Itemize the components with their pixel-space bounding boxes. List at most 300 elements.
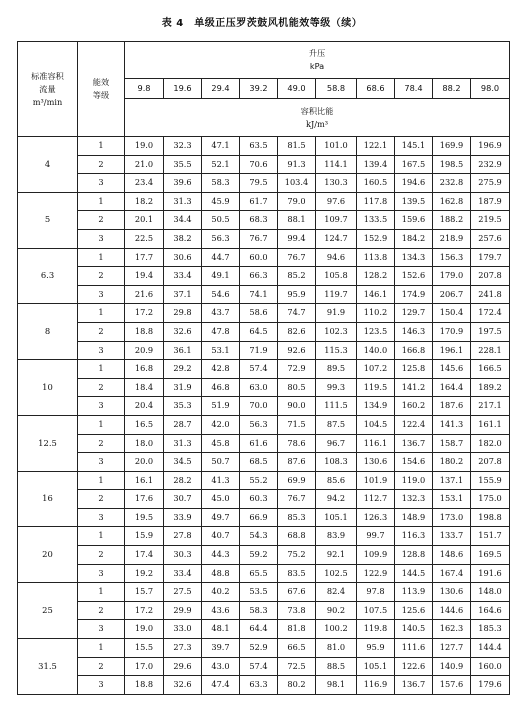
specific-energy-cell: 32.3 — [164, 137, 202, 156]
table-row — [18, 639, 510, 658]
specific-energy-cell: 54.6 — [202, 285, 240, 304]
specific-energy-cell: 130.6 — [357, 453, 395, 472]
specific-energy-cell: 140.5 — [395, 620, 433, 639]
specific-energy-cell: 152.6 — [395, 267, 433, 286]
specific-energy-cell: 50.7 — [202, 453, 240, 472]
pressure-value-header: 78.4 — [395, 79, 433, 99]
specific-energy-cell: 169.9 — [433, 137, 471, 156]
specific-energy-cell: 105.1 — [357, 657, 395, 676]
specific-energy-cell: 71.5 — [278, 415, 316, 434]
specific-energy-cell: 18.8 — [125, 676, 164, 695]
efficiency-level-cell: 2 — [78, 322, 125, 341]
specific-energy-cell: 87.6 — [278, 453, 316, 472]
specific-energy-cell: 88.1 — [278, 211, 316, 230]
specific-energy-cell: 81.5 — [278, 137, 316, 156]
specific-energy-cell: 65.5 — [240, 564, 278, 583]
specific-energy-cell: 148.6 — [433, 546, 471, 565]
specific-energy-cell: 115.3 — [316, 341, 357, 360]
specific-energy-cell: 48.1 — [202, 620, 240, 639]
specific-energy-cell: 70.0 — [240, 397, 278, 416]
specific-energy-cell: 198.8 — [471, 508, 510, 527]
table-row — [18, 564, 510, 583]
specific-energy-cell: 103.4 — [278, 174, 316, 193]
specific-energy-cell: 34.4 — [164, 211, 202, 230]
specific-energy-cell: 42.8 — [202, 360, 240, 379]
specific-energy-cell: 17.6 — [125, 490, 164, 509]
specific-energy-cell: 17.7 — [125, 248, 164, 267]
specific-energy-cell: 32.6 — [164, 676, 202, 695]
pressure-value-header: 49.0 — [278, 79, 316, 99]
specific-energy-cell: 41.3 — [202, 471, 240, 490]
specific-energy-cell: 125.6 — [395, 601, 433, 620]
table-row — [18, 211, 510, 230]
specific-energy-cell: 79.0 — [278, 192, 316, 211]
specific-energy-cell: 32.6 — [164, 322, 202, 341]
specific-energy-cell: 18.8 — [125, 322, 164, 341]
specific-energy-cell: 57.4 — [240, 360, 278, 379]
specific-energy-cell: 17.4 — [125, 546, 164, 565]
specific-energy-cell: 40.2 — [202, 583, 240, 602]
specific-energy-cell: 67.6 — [278, 583, 316, 602]
pressure-value-header: 9.8 — [125, 79, 164, 99]
efficiency-level-cell: 1 — [78, 192, 125, 211]
specific-energy-cell: 102.5 — [316, 564, 357, 583]
pressure-value-header: 19.6 — [164, 79, 202, 99]
specific-energy-cell: 76.7 — [240, 229, 278, 248]
table-body — [18, 137, 510, 695]
specific-energy-cell: 81.0 — [316, 639, 357, 658]
specific-energy-cell: 22.5 — [125, 229, 164, 248]
specific-energy-cell: 16.5 — [125, 415, 164, 434]
specific-energy-cell: 57.4 — [240, 657, 278, 676]
specific-energy-cell: 52.9 — [240, 639, 278, 658]
flow-rate-cell: 16 — [18, 471, 78, 527]
specific-energy-cell: 136.7 — [395, 434, 433, 453]
table-row — [18, 620, 510, 639]
specific-energy-cell: 111.5 — [316, 397, 357, 416]
efficiency-level-cell: 1 — [78, 415, 125, 434]
level-header-line2: 等级 — [92, 90, 110, 100]
specific-energy-cell: 188.2 — [433, 211, 471, 230]
specific-energy-cell: 144.5 — [395, 564, 433, 583]
specific-energy-cell: 124.7 — [316, 229, 357, 248]
level-header — [78, 42, 125, 137]
specific-energy-header-line1: 容积比能 — [300, 105, 334, 116]
specific-energy-cell: 132.3 — [395, 490, 433, 509]
specific-energy-cell: 76.7 — [278, 248, 316, 267]
specific-energy-cell: 126.3 — [357, 508, 395, 527]
specific-energy-cell: 80.2 — [278, 676, 316, 695]
pressure-value-header: 58.8 — [316, 79, 357, 99]
specific-energy-cell: 97.6 — [316, 192, 357, 211]
efficiency-level-cell: 3 — [78, 453, 125, 472]
specific-energy-cell: 82.6 — [278, 322, 316, 341]
specific-energy-cell: 173.0 — [433, 508, 471, 527]
specific-energy-cell: 31.9 — [164, 378, 202, 397]
efficiency-level-cell: 1 — [78, 583, 125, 602]
specific-energy-cell: 27.5 — [164, 583, 202, 602]
specific-energy-cell: 58.3 — [202, 174, 240, 193]
table-row — [18, 155, 510, 174]
specific-energy-cell: 19.4 — [125, 267, 164, 286]
specific-energy-cell: 102.3 — [316, 322, 357, 341]
specific-energy-cell: 66.3 — [240, 267, 278, 286]
specific-energy-cell: 20.0 — [125, 453, 164, 472]
specific-energy-cell: 74.7 — [278, 304, 316, 323]
specific-energy-cell: 46.8 — [202, 378, 240, 397]
specific-energy-cell: 92.6 — [278, 341, 316, 360]
specific-energy-cell: 18.4 — [125, 378, 164, 397]
specific-energy-cell: 146.1 — [357, 285, 395, 304]
specific-energy-cell: 30.3 — [164, 546, 202, 565]
specific-energy-cell: 29.9 — [164, 601, 202, 620]
specific-energy-cell: 146.3 — [395, 322, 433, 341]
specific-energy-cell: 137.1 — [433, 471, 471, 490]
specific-energy-cell: 160.2 — [395, 397, 433, 416]
specific-energy-cell: 257.6 — [471, 229, 510, 248]
specific-energy-cell: 123.5 — [357, 322, 395, 341]
specific-energy-cell: 100.2 — [316, 620, 357, 639]
specific-energy-cell: 44.3 — [202, 546, 240, 565]
specific-energy-cell: 158.7 — [433, 434, 471, 453]
specific-energy-cell: 113.9 — [395, 583, 433, 602]
table-row — [18, 137, 510, 156]
specific-energy-cell: 53.1 — [202, 341, 240, 360]
specific-energy-cell: 16.8 — [125, 360, 164, 379]
specific-energy-cell: 109.7 — [316, 211, 357, 230]
specific-energy-cell: 99.7 — [357, 527, 395, 546]
specific-energy-cell: 116.9 — [357, 676, 395, 695]
specific-energy-cell: 91.3 — [278, 155, 316, 174]
specific-energy-cell: 47.8 — [202, 322, 240, 341]
specific-energy-cell: 43.6 — [202, 601, 240, 620]
pressure-header — [125, 42, 510, 79]
specific-energy-cell: 47.4 — [202, 676, 240, 695]
efficiency-level-cell: 2 — [78, 657, 125, 676]
specific-energy-cell: 194.6 — [395, 174, 433, 193]
table-row — [18, 583, 510, 602]
flow-rate-cell: 31.5 — [18, 639, 78, 695]
specific-energy-cell: 20.4 — [125, 397, 164, 416]
specific-energy-cell: 31.3 — [164, 192, 202, 211]
specific-energy-cell: 148.9 — [395, 508, 433, 527]
flow-header-line2: 流量 — [39, 83, 56, 94]
efficiency-level-cell: 1 — [78, 471, 125, 490]
specific-energy-cell: 145.6 — [433, 360, 471, 379]
efficiency-level-cell: 1 — [78, 248, 125, 267]
specific-energy-cell: 101.0 — [316, 137, 357, 156]
pressure-value-header: 68.6 — [357, 79, 395, 99]
specific-energy-cell: 45.9 — [202, 192, 240, 211]
pressure-header-unit: kPa — [309, 61, 325, 71]
specific-energy-cell: 60.0 — [240, 248, 278, 267]
specific-energy-cell: 128.2 — [357, 267, 395, 286]
specific-energy-cell: 35.5 — [164, 155, 202, 174]
pressure-value-header: 39.2 — [240, 79, 278, 99]
pressure-value-header: 88.2 — [433, 79, 471, 99]
specific-energy-cell: 112.7 — [357, 490, 395, 509]
specific-energy-cell: 151.7 — [471, 527, 510, 546]
specific-energy-cell: 63.3 — [240, 676, 278, 695]
specific-energy-cell: 43.0 — [202, 657, 240, 676]
specific-energy-cell: 170.9 — [433, 322, 471, 341]
specific-energy-cell: 189.2 — [471, 378, 510, 397]
specific-energy-cell: 117.8 — [357, 192, 395, 211]
table-row — [18, 527, 510, 546]
specific-energy-cell: 122.9 — [357, 564, 395, 583]
specific-energy-cell: 191.6 — [471, 564, 510, 583]
specific-energy-cell: 153.1 — [433, 490, 471, 509]
specific-energy-cell: 134.9 — [357, 397, 395, 416]
specific-energy-cell: 94.6 — [316, 248, 357, 267]
specific-energy-cell: 17.0 — [125, 657, 164, 676]
specific-energy-cell: 90.0 — [278, 397, 316, 416]
specific-energy-cell: 54.3 — [240, 527, 278, 546]
specific-energy-cell: 116.3 — [395, 527, 433, 546]
specific-energy-cell: 172.4 — [471, 304, 510, 323]
specific-energy-cell: 122.4 — [395, 415, 433, 434]
specific-energy-cell: 68.3 — [240, 211, 278, 230]
specific-energy-cell: 157.6 — [433, 676, 471, 695]
specific-energy-cell: 90.2 — [316, 601, 357, 620]
specific-energy-cell: 68.5 — [240, 453, 278, 472]
table-row — [18, 601, 510, 620]
specific-energy-cell: 160.5 — [357, 174, 395, 193]
specific-energy-cell: 92.1 — [316, 546, 357, 565]
specific-energy-cell: 74.1 — [240, 285, 278, 304]
specific-energy-cell: 108.3 — [316, 453, 357, 472]
efficiency-level-cell: 2 — [78, 211, 125, 230]
specific-energy-cell: 79.5 — [240, 174, 278, 193]
specific-energy-cell: 101.9 — [357, 471, 395, 490]
specific-energy-cell: 51.9 — [202, 397, 240, 416]
specific-energy-cell: 116.1 — [357, 434, 395, 453]
specific-energy-cell: 179.7 — [471, 248, 510, 267]
specific-energy-cell: 19.2 — [125, 564, 164, 583]
specific-energy-cell: 134.3 — [395, 248, 433, 267]
efficiency-level-cell: 3 — [78, 564, 125, 583]
specific-energy-cell: 30.7 — [164, 490, 202, 509]
specific-energy-cell: 87.5 — [316, 415, 357, 434]
specific-energy-cell: 113.8 — [357, 248, 395, 267]
specific-energy-cell: 164.6 — [471, 601, 510, 620]
specific-energy-cell: 63.0 — [240, 378, 278, 397]
table-row — [18, 453, 510, 472]
specific-energy-cell: 76.7 — [278, 490, 316, 509]
specific-energy-cell: 107.2 — [357, 360, 395, 379]
specific-energy-cell: 180.2 — [433, 453, 471, 472]
table-row — [18, 676, 510, 695]
specific-energy-cell: 141.3 — [433, 415, 471, 434]
specific-energy-cell: 275.9 — [471, 174, 510, 193]
specific-energy-cell: 128.8 — [395, 546, 433, 565]
specific-energy-cell: 110.2 — [357, 304, 395, 323]
specific-energy-cell: 125.8 — [395, 360, 433, 379]
specific-energy-cell: 140.9 — [433, 657, 471, 676]
specific-energy-cell: 206.7 — [433, 285, 471, 304]
specific-energy-cell: 98.1 — [316, 676, 357, 695]
specific-energy-cell: 179.0 — [433, 267, 471, 286]
specific-energy-cell: 28.7 — [164, 415, 202, 434]
specific-energy-cell: 21.6 — [125, 285, 164, 304]
specific-energy-cell: 94.2 — [316, 490, 357, 509]
specific-energy-cell: 72.9 — [278, 360, 316, 379]
specific-energy-cell: 89.5 — [316, 360, 357, 379]
efficiency-level-cell: 3 — [78, 229, 125, 248]
specific-energy-cell: 207.8 — [471, 267, 510, 286]
efficiency-level-cell: 3 — [78, 285, 125, 304]
specific-energy-cell: 156.3 — [433, 248, 471, 267]
table-row — [18, 657, 510, 676]
specific-energy-cell: 95.9 — [357, 639, 395, 658]
specific-energy-cell: 167.5 — [395, 155, 433, 174]
specific-energy-cell: 187.6 — [433, 397, 471, 416]
specific-energy-cell: 49.7 — [202, 508, 240, 527]
specific-energy-cell: 114.1 — [316, 155, 357, 174]
flow-rate-cell: 5 — [18, 192, 78, 248]
specific-energy-cell: 48.8 — [202, 564, 240, 583]
specific-energy-cell: 105.1 — [316, 508, 357, 527]
specific-energy-cell: 15.5 — [125, 639, 164, 658]
specific-energy-cell: 107.5 — [357, 601, 395, 620]
specific-energy-cell: 141.2 — [395, 378, 433, 397]
specific-energy-cell: 169.5 — [471, 546, 510, 565]
table-row — [18, 397, 510, 416]
specific-energy-cell: 63.5 — [240, 137, 278, 156]
specific-energy-cell: 182.0 — [471, 434, 510, 453]
specific-energy-cell: 127.7 — [433, 639, 471, 658]
specific-energy-cell: 130.3 — [316, 174, 357, 193]
specific-energy-cell: 66.9 — [240, 508, 278, 527]
specific-energy-cell: 133.5 — [357, 211, 395, 230]
efficiency-level-cell: 3 — [78, 508, 125, 527]
specific-energy-cell: 15.7 — [125, 583, 164, 602]
specific-energy-cell: 56.3 — [202, 229, 240, 248]
specific-energy-cell: 28.2 — [164, 471, 202, 490]
specific-energy-cell: 198.5 — [433, 155, 471, 174]
specific-energy-cell: 161.1 — [471, 415, 510, 434]
specific-energy-cell: 15.9 — [125, 527, 164, 546]
table-row — [18, 322, 510, 341]
specific-energy-cell: 166.8 — [395, 341, 433, 360]
specific-energy-cell: 139.5 — [395, 192, 433, 211]
specific-energy-cell: 166.5 — [471, 360, 510, 379]
table-row — [18, 415, 510, 434]
specific-energy-cell: 34.5 — [164, 453, 202, 472]
specific-energy-cell: 85.6 — [316, 471, 357, 490]
specific-energy-cell: 50.5 — [202, 211, 240, 230]
specific-energy-cell: 88.5 — [316, 657, 357, 676]
specific-energy-cell: 33.9 — [164, 508, 202, 527]
specific-energy-cell: 19.0 — [125, 620, 164, 639]
pressure-value-header: 98.0 — [471, 79, 510, 99]
specific-energy-cell: 38.2 — [164, 229, 202, 248]
specific-energy-cell: 217.1 — [471, 397, 510, 416]
specific-energy-cell: 47.1 — [202, 137, 240, 156]
specific-energy-cell: 160.0 — [471, 657, 510, 676]
efficiency-level-cell: 2 — [78, 490, 125, 509]
flow-rate-cell: 25 — [18, 583, 78, 639]
specific-energy-cell: 152.9 — [357, 229, 395, 248]
specific-energy-cell: 43.7 — [202, 304, 240, 323]
specific-energy-cell: 20.9 — [125, 341, 164, 360]
table-caption: 表 4 单级正压罗茨鼓风机能效等级（续） — [161, 18, 363, 29]
specific-energy-cell: 105.8 — [316, 267, 357, 286]
efficiency-level-cell: 3 — [78, 341, 125, 360]
specific-energy-cell: 119.5 — [357, 378, 395, 397]
specific-energy-cell: 35.3 — [164, 397, 202, 416]
specific-energy-cell: 60.3 — [240, 490, 278, 509]
specific-energy-cell: 21.0 — [125, 155, 164, 174]
specific-energy-cell: 136.7 — [395, 676, 433, 695]
specific-energy-cell: 155.9 — [471, 471, 510, 490]
specific-energy-cell: 75.2 — [278, 546, 316, 565]
flow-rate-cell: 10 — [18, 360, 78, 416]
specific-energy-cell: 37.1 — [164, 285, 202, 304]
specific-energy-cell: 42.0 — [202, 415, 240, 434]
efficiency-level-cell: 2 — [78, 546, 125, 565]
specific-energy-cell: 36.1 — [164, 341, 202, 360]
specific-energy-cell: 53.5 — [240, 583, 278, 602]
specific-energy-cell: 69.9 — [278, 471, 316, 490]
efficiency-table — [17, 41, 510, 695]
specific-energy-cell: 184.2 — [395, 229, 433, 248]
specific-energy-cell: 30.6 — [164, 248, 202, 267]
flow-header-line1: 标准容积 — [31, 70, 64, 81]
specific-energy-cell: 232.8 — [433, 174, 471, 193]
specific-energy-cell: 187.9 — [471, 192, 510, 211]
specific-energy-cell: 68.8 — [278, 527, 316, 546]
specific-energy-cell: 95.9 — [278, 285, 316, 304]
specific-energy-cell: 61.7 — [240, 192, 278, 211]
specific-energy-cell: 85.2 — [278, 267, 316, 286]
table-row — [18, 304, 510, 323]
pressure-header-line1: 升压 — [308, 48, 326, 58]
table-row — [18, 490, 510, 509]
specific-energy-cell: 122.6 — [395, 657, 433, 676]
specific-energy-cell: 83.5 — [278, 564, 316, 583]
specific-energy-cell: 27.8 — [164, 527, 202, 546]
specific-energy-cell: 150.4 — [433, 304, 471, 323]
efficiency-level-cell: 3 — [78, 620, 125, 639]
specific-energy-cell: 27.3 — [164, 639, 202, 658]
table-row — [18, 192, 510, 211]
specific-energy-cell: 104.5 — [357, 415, 395, 434]
specific-energy-cell: 72.5 — [278, 657, 316, 676]
table-row — [18, 229, 510, 248]
flow-rate-cell: 12.5 — [18, 415, 78, 471]
specific-energy-cell: 162.3 — [433, 620, 471, 639]
specific-energy-cell: 29.2 — [164, 360, 202, 379]
efficiency-level-cell: 3 — [78, 397, 125, 416]
specific-energy-cell: 99.3 — [316, 378, 357, 397]
specific-energy-cell: 19.5 — [125, 508, 164, 527]
specific-energy-cell: 185.3 — [471, 620, 510, 639]
efficiency-level-cell: 2 — [78, 155, 125, 174]
table-row — [18, 285, 510, 304]
specific-energy-cell: 167.4 — [433, 564, 471, 583]
specific-energy-cell: 55.2 — [240, 471, 278, 490]
specific-energy-cell: 71.9 — [240, 341, 278, 360]
specific-energy-cell: 119.0 — [395, 471, 433, 490]
specific-energy-cell: 85.3 — [278, 508, 316, 527]
flow-rate-cell: 4 — [18, 137, 78, 193]
efficiency-level-cell: 2 — [78, 378, 125, 397]
specific-energy-cell: 18.0 — [125, 434, 164, 453]
specific-energy-cell: 122.1 — [357, 137, 395, 156]
specific-energy-cell: 219.5 — [471, 211, 510, 230]
specific-energy-cell: 61.6 — [240, 434, 278, 453]
